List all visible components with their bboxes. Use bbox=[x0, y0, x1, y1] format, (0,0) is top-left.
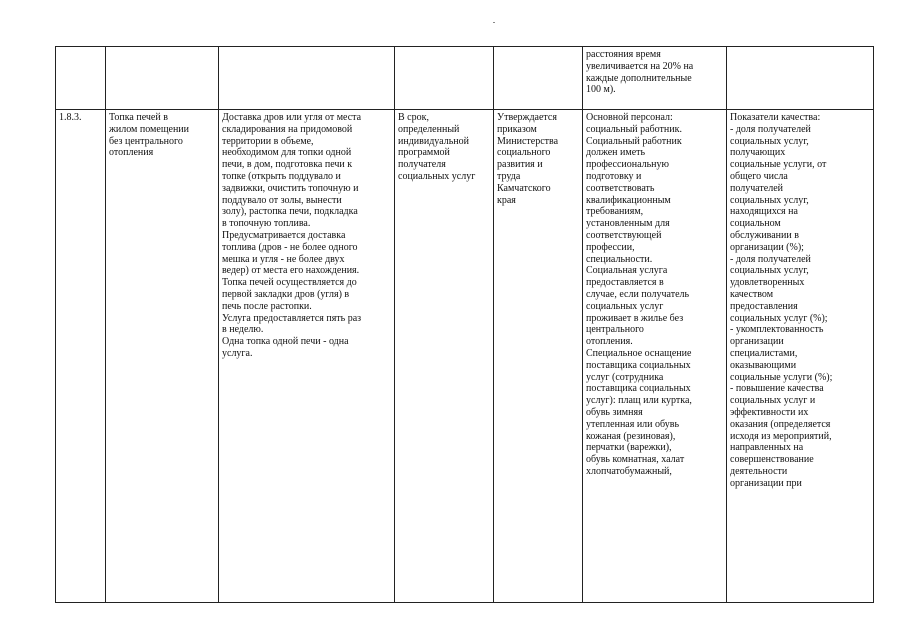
table-row-1-8-3 bbox=[56, 110, 874, 603]
text-line: - доля получателей bbox=[730, 123, 811, 135]
text-line: ведер) от места его нахождения. bbox=[222, 265, 360, 277]
service-number: 1.8.3. bbox=[59, 112, 82, 123]
text-line: услуг (сотрудника bbox=[586, 371, 664, 383]
text-line: социальных услуг, bbox=[730, 194, 809, 206]
text-line: исходя из мероприятий, bbox=[730, 430, 832, 442]
text-line: в неделю. bbox=[222, 324, 264, 336]
cell-conditions bbox=[583, 110, 727, 603]
text-line: жилом помещении bbox=[109, 123, 190, 135]
text-line: Топка печей осуществляется до bbox=[222, 277, 357, 289]
cell-approval bbox=[494, 110, 583, 603]
text-line: профессиональную bbox=[586, 159, 669, 171]
cell-term bbox=[395, 110, 494, 603]
text-line: Утверждается bbox=[497, 112, 557, 123]
text-line: приказом bbox=[497, 123, 537, 135]
service-description bbox=[222, 112, 391, 360]
text-line: получателей bbox=[730, 182, 784, 194]
text-line: каждые дополнительные bbox=[586, 72, 692, 84]
text-line: необходимом для топки одной bbox=[222, 147, 352, 159]
text-line: социальных услуг, bbox=[730, 135, 809, 147]
text-line: общего числа bbox=[730, 170, 788, 182]
cell-num bbox=[56, 110, 106, 603]
text-line: топлива (дров - не более одного bbox=[222, 241, 358, 253]
text-line: совершенствование bbox=[730, 454, 814, 466]
cell-quality bbox=[727, 110, 874, 603]
text-line: Основной персонал: bbox=[586, 112, 673, 123]
text-line: Камчатского bbox=[497, 182, 551, 194]
prev-cell-approval bbox=[494, 47, 583, 110]
text-line: Топка печей в bbox=[109, 112, 168, 123]
text-line: деятельности bbox=[730, 465, 788, 477]
service-name bbox=[109, 112, 215, 159]
text-line: Показатели качества: bbox=[730, 112, 821, 123]
text-line: обувь комнатная, халат bbox=[586, 454, 685, 466]
text-line: проживает в жилье без bbox=[586, 312, 684, 324]
text-line: предоставляется в bbox=[586, 277, 664, 289]
text-line: социальный работник. bbox=[586, 123, 682, 135]
text-line: услуга. bbox=[222, 347, 253, 359]
text-line: индивидуальной bbox=[398, 135, 469, 147]
text-line: задвижки, очистить топочную и bbox=[222, 182, 359, 194]
text-line: соответствующей bbox=[586, 229, 662, 241]
text-line: золу), растопка печи, подкладка bbox=[222, 206, 358, 218]
text-line: Министерства bbox=[497, 135, 559, 147]
text-line: поставщика социальных bbox=[586, 359, 691, 371]
text-line: центрального bbox=[586, 324, 644, 336]
text-line: оказания (определяется bbox=[730, 418, 831, 430]
text-line: предоставления bbox=[730, 300, 798, 312]
text-line: первой закладки дров (угля) в bbox=[222, 288, 350, 300]
service-approval bbox=[497, 112, 579, 206]
text-line: В срок, bbox=[398, 112, 429, 123]
text-line: без центрального bbox=[109, 135, 183, 147]
text-line: 100 м). bbox=[586, 84, 616, 96]
text-line: специалистами, bbox=[730, 347, 798, 359]
text-line: социальные услуги (%); bbox=[730, 371, 833, 383]
text-line: топке (открыть поддувало и bbox=[222, 170, 341, 182]
text-line: социальных услуг bbox=[398, 170, 476, 182]
text-line: Доставка дров или угля от места bbox=[222, 112, 362, 123]
text-line: увеличивается на 20% на bbox=[586, 60, 694, 72]
text-line: качеством bbox=[730, 288, 774, 300]
cell-name bbox=[106, 110, 219, 603]
prev-cell-num bbox=[56, 47, 106, 110]
text-line: установленным для bbox=[586, 218, 670, 230]
text-line: случае, если получатель bbox=[586, 288, 690, 300]
service-conditions bbox=[586, 112, 723, 478]
text-line: социальном bbox=[730, 218, 781, 230]
text-line: Предусматривается доставка bbox=[222, 229, 346, 241]
text-line: края bbox=[497, 194, 516, 206]
scan-mark bbox=[493, 22, 495, 23]
text-line: складирования на придомовой bbox=[222, 123, 353, 135]
text-line: мешка и угля - не более двух bbox=[222, 253, 345, 265]
text-line: социальных услуг bbox=[586, 300, 664, 312]
text-line: поддувало от золы, вынести bbox=[222, 194, 342, 206]
text-line: находящихся на bbox=[730, 206, 798, 218]
text-line: организации при bbox=[730, 477, 802, 489]
text-line: получающих bbox=[730, 147, 786, 159]
text-line: организации (%); bbox=[730, 241, 804, 253]
text-line: расстояния время bbox=[586, 49, 661, 60]
service-term bbox=[398, 112, 490, 183]
text-line: Социальная услуга bbox=[586, 265, 668, 277]
text-line: территории в объеме, bbox=[222, 135, 314, 147]
text-line: - укомплектованность bbox=[730, 324, 824, 336]
text-line: социальных услуг и bbox=[730, 395, 816, 407]
text-line: соответствовать bbox=[586, 182, 655, 194]
text-line: кожаная (резиновая), bbox=[586, 430, 676, 442]
text-line: Социальный работник bbox=[586, 135, 682, 147]
text-line: услуг): плащ или куртка, bbox=[586, 395, 692, 407]
text-line: социальных услуг, bbox=[730, 265, 809, 277]
text-line: Специальное оснащение bbox=[586, 347, 692, 359]
prev-cell-description bbox=[219, 47, 395, 110]
prev-cell-conditions bbox=[583, 47, 727, 110]
text-line: профессии, bbox=[586, 241, 635, 253]
text-line: Одна топка одной печи - одна bbox=[222, 336, 349, 348]
text-line: должен иметь bbox=[586, 147, 646, 159]
text-line: обслуживании в bbox=[730, 229, 799, 241]
text-line: - повышение качества bbox=[730, 383, 824, 395]
text-line: требованиям, bbox=[586, 206, 644, 218]
text-line: программой bbox=[398, 147, 450, 159]
text-line: развития и bbox=[497, 159, 543, 171]
cell-description bbox=[219, 110, 395, 603]
text-line: обувь зимняя bbox=[586, 406, 643, 418]
text-line: Услуга предоставляется пять раз bbox=[222, 312, 362, 324]
table-row-previous bbox=[56, 47, 874, 110]
text-line: труда bbox=[497, 170, 521, 182]
text-line: специальности. bbox=[586, 253, 653, 265]
text-line: социальные услуги, от bbox=[730, 159, 827, 171]
text-line: отопления. bbox=[586, 336, 633, 348]
text-line: печь после растопки. bbox=[222, 300, 312, 312]
prev-conditions-text bbox=[586, 49, 723, 96]
text-line: подготовку и bbox=[586, 170, 642, 182]
text-line: печи, в дом, подготовка печи к bbox=[222, 159, 353, 171]
text-line: поставщика социальных bbox=[586, 383, 691, 395]
text-line: хлопчатобумажный, bbox=[586, 465, 672, 477]
text-line: социального bbox=[497, 147, 551, 159]
text-line: определенный bbox=[398, 123, 460, 135]
text-line: квалификационным bbox=[586, 194, 671, 206]
text-line: перчатки (варежки), bbox=[586, 442, 672, 454]
text-line: отопления bbox=[109, 147, 154, 159]
prev-cell-name bbox=[106, 47, 219, 110]
text-line: в топочную топлива. bbox=[222, 218, 311, 230]
text-line: оказывающими bbox=[730, 359, 797, 371]
prev-cell-quality bbox=[727, 47, 874, 110]
prev-cell-term bbox=[395, 47, 494, 110]
text-line: организации bbox=[730, 336, 784, 348]
text-line: утепленная или обувь bbox=[586, 418, 680, 430]
text-line: удовлетворенных bbox=[730, 277, 805, 289]
services-table bbox=[55, 46, 874, 603]
text-line: получателя bbox=[398, 159, 446, 171]
text-line: направленных на bbox=[730, 442, 804, 454]
text-line: - доля получателей bbox=[730, 253, 811, 265]
text-line: социальных услуг (%); bbox=[730, 312, 828, 324]
service-quality bbox=[730, 112, 870, 490]
text-line: эффективности их bbox=[730, 406, 809, 418]
